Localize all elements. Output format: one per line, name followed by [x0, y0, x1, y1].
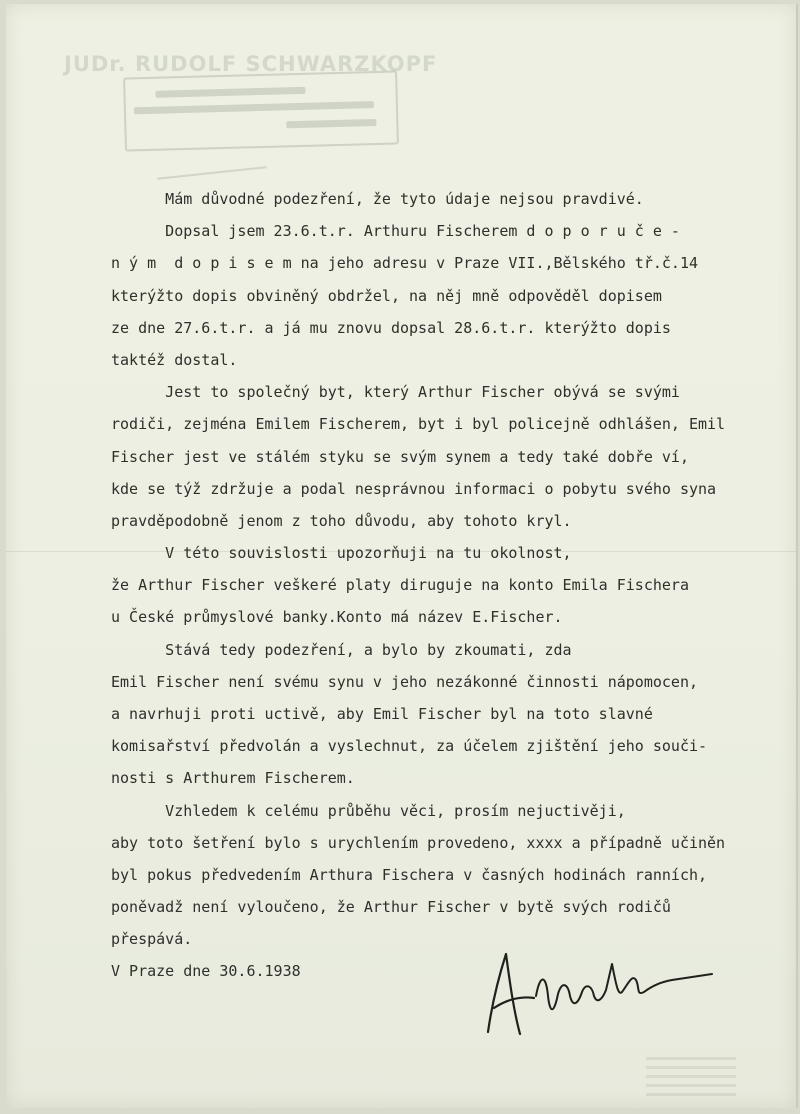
text-line: pravděpodobně jenom z toho důvodu, aby tohoto kryl. — [111, 511, 572, 530]
text-line: poněvadž není vyloučeno, že Arthur Fischer v bytě svých rodičů — [111, 898, 671, 917]
text-line: Vzhledem k celému průběhu věci, prosím nejuctivěji, — [111, 801, 626, 820]
text-line: ze dne 27.6.t.r. a já mu znovu dopsal 28.6.t.r. kterýžto dopis — [111, 318, 671, 337]
text-line: nosti s Arthurem Fischerem. — [111, 769, 355, 788]
text-line: Stává tedy podezření, a bylo by zkoumati, zda — [111, 640, 572, 659]
text-line: byl pokus předvedením Arthura Fischera v časných hodinách ranních, — [111, 865, 708, 884]
faint-bottom-stamp — [646, 1056, 736, 1096]
text-line: aby toto šetření bylo s urychlením provedeno, xxxx a případně učiněn — [111, 833, 726, 852]
text-line: taktéž dostal. — [111, 350, 238, 369]
paper-sheet — [6, 4, 798, 1108]
handwritten-signature — [476, 934, 726, 1044]
text-line: že Arthur Fischer veškeré platy diruguje na konto Emila Fischera — [111, 576, 689, 595]
text-line: rodiči, zejména Emilem Fischerem, byt i byl policejně odhlášen, Emil — [111, 415, 726, 434]
date-line: V Praze dne 30.6.1938 — [111, 962, 301, 980]
text-line: Mám důvodné podezření, že tyto údaje nejsou pravdivé. — [111, 190, 644, 208]
received-stamp — [123, 70, 399, 151]
text-line: kde se týž zdržuje a podal nesprávnou informaci o pobytu svého syna — [111, 479, 717, 498]
text-line: Emil Fischer není svému synu v jeho nezákonné činnosti nápomocen, — [111, 672, 698, 691]
letterhead-watermark: JUDr. RUDOLF SCHWARZKOPF — [64, 52, 438, 76]
text-line: Fischer jest ve stálém styku se svým synem a tedy také dobře ví, — [111, 447, 689, 466]
text-line: komisařství předvolán a vyslechnut, za účelem zjištění jeho souči- — [111, 737, 708, 756]
text-line: u České průmyslové banky.Konto má název E.Fischer. — [111, 608, 563, 627]
text-line: n ý m d o p i s e m na jeho adresu v Praze VII.,Bělského tř.č.14 — [111, 254, 698, 273]
text-line: a navrhuji proti uctivě, aby Emil Fischer byl na toto slavné — [111, 705, 653, 723]
text-line: kterýžto dopis obviněný obdržel, na něj mně odpověděl dopisem — [111, 286, 662, 305]
text-line: V této souvislosti upozorňuji na tu okolnost, — [111, 544, 572, 563]
text-line: Jest to společný byt, který Arthur Fischer obývá se svými — [111, 383, 680, 402]
text-line: Dopsal jsem 23.6.t.r. Arthuru Fischerem d o p o r u č e - — [111, 222, 680, 241]
stamp-scrawl — [155, 148, 266, 179]
letter-body — [111, 183, 791, 956]
text-line: přespává. — [111, 930, 193, 949]
